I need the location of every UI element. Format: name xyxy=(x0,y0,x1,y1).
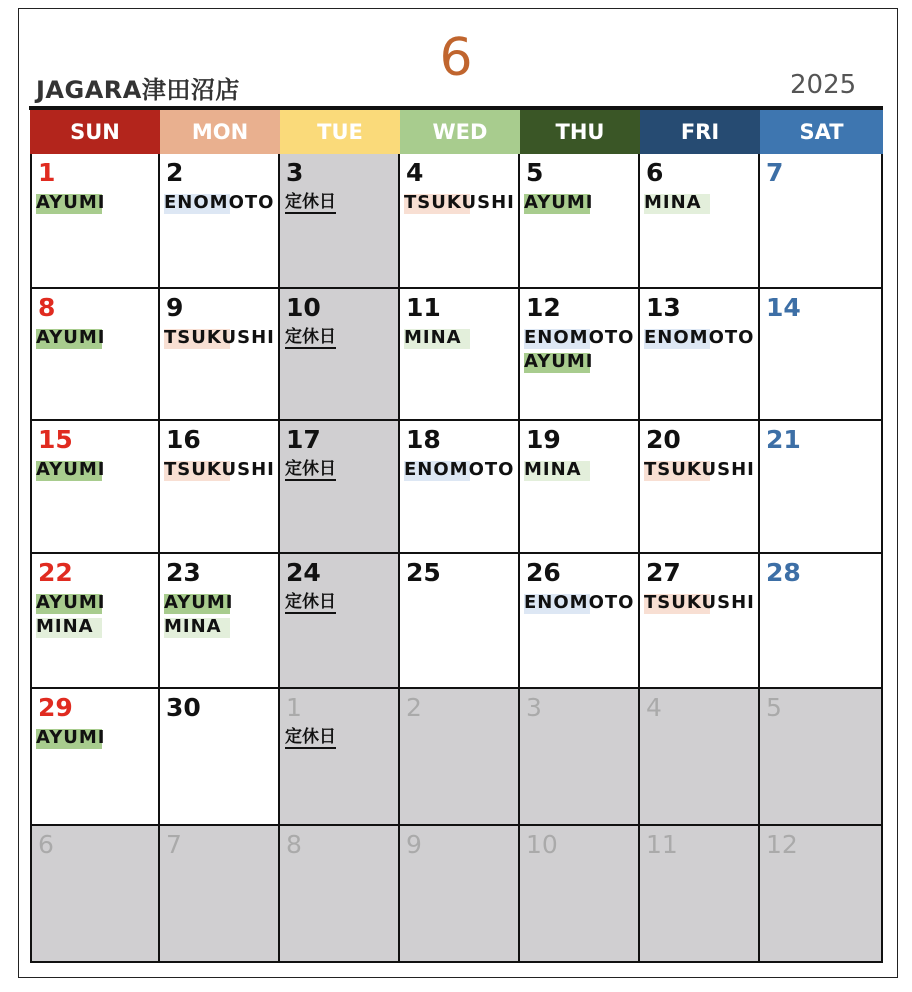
staff-name-enomoto xyxy=(164,192,274,213)
day-cell xyxy=(280,289,400,421)
staff-name-text: TSUKUSHI xyxy=(164,459,275,480)
day-number: 3 xyxy=(286,158,304,187)
staff-name-tsukushi xyxy=(164,459,275,480)
weekday-header-thu: THU xyxy=(520,110,640,154)
day-cell xyxy=(760,554,883,689)
closed-day-label: 定休日 xyxy=(285,459,336,479)
day-number: 23 xyxy=(166,558,201,587)
day-cell xyxy=(400,826,520,963)
day-number: 20 xyxy=(646,425,681,454)
weekday-header-tue: TUE xyxy=(280,110,400,154)
staff-name-mina xyxy=(524,459,582,480)
day-cell xyxy=(160,826,280,963)
staff-name-text: MINA xyxy=(644,192,702,213)
staff-name-text: AYUMI xyxy=(36,592,106,613)
weekday-header-sun: SUN xyxy=(30,110,160,154)
day-cell xyxy=(30,689,160,826)
day-number: 18 xyxy=(406,425,441,454)
staff-name-tsukushi xyxy=(164,327,275,348)
day-cell xyxy=(30,289,160,421)
day-cell xyxy=(280,554,400,689)
day-cell xyxy=(30,826,160,963)
staff-name-text: ENOMOTO xyxy=(644,327,755,348)
staff-name-enomoto xyxy=(524,327,634,348)
staff-name-text: MINA xyxy=(36,616,94,637)
day-number: 21 xyxy=(766,425,801,454)
day-number: 19 xyxy=(526,425,561,454)
day-cell xyxy=(640,154,760,289)
day-cell xyxy=(520,154,640,289)
day-number: 22 xyxy=(38,558,73,587)
staff-name-ayumi xyxy=(524,351,593,372)
day-number: 17 xyxy=(286,425,321,454)
staff-name-text: TSUKUSHI xyxy=(644,459,755,480)
day-number: 11 xyxy=(406,293,441,322)
day-number: 8 xyxy=(286,830,302,859)
day-cell xyxy=(160,154,280,289)
day-number: 2 xyxy=(406,693,422,722)
closed-day-label: 定休日 xyxy=(285,192,336,212)
year-label: 2025 xyxy=(790,70,857,100)
staff-name-tsukushi xyxy=(644,592,755,613)
staff-name-text: MINA xyxy=(524,459,582,480)
staff-name-text: ENOMOTO xyxy=(164,192,275,213)
month-number: 6 xyxy=(439,28,473,88)
day-number: 27 xyxy=(646,558,681,587)
staff-name-ayumi xyxy=(36,459,105,480)
calendar-grid xyxy=(30,154,883,963)
day-number: 7 xyxy=(766,158,784,187)
day-number: 29 xyxy=(38,693,73,722)
day-number: 15 xyxy=(38,425,73,454)
day-cell xyxy=(760,826,883,963)
day-cell xyxy=(400,289,520,421)
closed-day-label: 定休日 xyxy=(285,727,336,747)
closed-day-label: 定休日 xyxy=(285,592,336,612)
staff-name-enomoto xyxy=(524,592,634,613)
day-number: 9 xyxy=(406,830,422,859)
day-cell xyxy=(520,421,640,554)
staff-name-text: AYUMI xyxy=(36,727,106,748)
day-number: 10 xyxy=(526,830,558,859)
day-number: 6 xyxy=(646,158,664,187)
day-number: 1 xyxy=(38,158,56,187)
day-cell xyxy=(520,689,640,826)
day-number: 2 xyxy=(166,158,184,187)
day-cell xyxy=(400,689,520,826)
day-cell xyxy=(400,421,520,554)
staff-name-text: TSUKUSHI xyxy=(644,592,755,613)
day-number: 12 xyxy=(526,293,561,322)
day-cell xyxy=(760,154,883,289)
staff-name-ayumi xyxy=(36,592,105,613)
day-cell xyxy=(640,421,760,554)
day-number: 8 xyxy=(38,293,56,322)
day-number: 3 xyxy=(526,693,542,722)
day-number: 24 xyxy=(286,558,321,587)
day-number: 30 xyxy=(166,693,201,722)
day-cell xyxy=(280,421,400,554)
day-number: 12 xyxy=(766,830,798,859)
day-cell xyxy=(280,826,400,963)
staff-name-text: TSUKUSHI xyxy=(404,192,515,213)
staff-name-text: TSUKUSHI xyxy=(164,327,275,348)
day-cell xyxy=(640,289,760,421)
day-cell xyxy=(400,554,520,689)
day-cell xyxy=(520,554,640,689)
day-cell xyxy=(30,154,160,289)
staff-name-text: AYUMI xyxy=(524,351,594,372)
day-number: 14 xyxy=(766,293,801,322)
day-number: 16 xyxy=(166,425,201,454)
staff-name-text: MINA xyxy=(164,616,222,637)
staff-name-ayumi xyxy=(36,727,105,748)
weekday-header-fri: FRI xyxy=(640,110,760,154)
closed-day-label: 定休日 xyxy=(285,327,336,347)
staff-name-text: ENOMOTO xyxy=(524,327,635,348)
day-cell xyxy=(30,421,160,554)
staff-name-mina xyxy=(164,616,222,637)
day-cell xyxy=(760,289,883,421)
day-number: 28 xyxy=(766,558,801,587)
staff-name-tsukushi xyxy=(644,459,755,480)
day-number: 10 xyxy=(286,293,321,322)
staff-name-mina xyxy=(404,327,462,348)
day-number: 7 xyxy=(166,830,182,859)
day-number: 9 xyxy=(166,293,184,322)
staff-name-enomoto xyxy=(644,327,754,348)
day-cell xyxy=(160,289,280,421)
day-cell xyxy=(520,289,640,421)
day-number: 5 xyxy=(766,693,782,722)
staff-name-mina xyxy=(36,616,94,637)
day-cell xyxy=(520,826,640,963)
day-number: 26 xyxy=(526,558,561,587)
day-cell xyxy=(30,554,160,689)
day-cell xyxy=(160,554,280,689)
day-number: 5 xyxy=(526,158,544,187)
day-number: 6 xyxy=(38,830,54,859)
staff-name-text: ENOMOTO xyxy=(404,459,515,480)
day-cell xyxy=(760,689,883,826)
day-number: 4 xyxy=(646,693,662,722)
day-cell xyxy=(400,154,520,289)
staff-name-enomoto xyxy=(404,459,514,480)
day-cell xyxy=(160,421,280,554)
day-number: 13 xyxy=(646,293,681,322)
weekday-header-mon: MON xyxy=(160,110,280,154)
weekday-header-sat: SAT xyxy=(760,110,883,154)
day-cell xyxy=(640,826,760,963)
day-number: 25 xyxy=(406,558,441,587)
day-cell xyxy=(160,689,280,826)
staff-name-text: AYUMI xyxy=(36,327,106,348)
day-cell xyxy=(280,689,400,826)
day-cell xyxy=(760,421,883,554)
staff-name-text: MINA xyxy=(404,327,462,348)
staff-name-ayumi xyxy=(36,192,105,213)
day-cell xyxy=(280,154,400,289)
staff-name-ayumi xyxy=(524,192,593,213)
store-name: JAGARA津田沼店 xyxy=(36,76,240,104)
weekday-header-wed: WED xyxy=(400,110,520,154)
staff-name-mina xyxy=(644,192,702,213)
day-cell xyxy=(640,554,760,689)
day-cell xyxy=(640,689,760,826)
staff-name-text: AYUMI xyxy=(36,192,106,213)
staff-name-text: AYUMI xyxy=(164,592,234,613)
staff-name-ayumi xyxy=(164,592,233,613)
staff-name-text: ENOMOTO xyxy=(524,592,635,613)
staff-name-text: AYUMI xyxy=(524,192,594,213)
day-number: 11 xyxy=(646,830,678,859)
staff-name-tsukushi xyxy=(404,192,515,213)
staff-name-ayumi xyxy=(36,327,105,348)
staff-name-text: AYUMI xyxy=(36,459,106,480)
day-number: 1 xyxy=(286,693,302,722)
day-number: 4 xyxy=(406,158,424,187)
